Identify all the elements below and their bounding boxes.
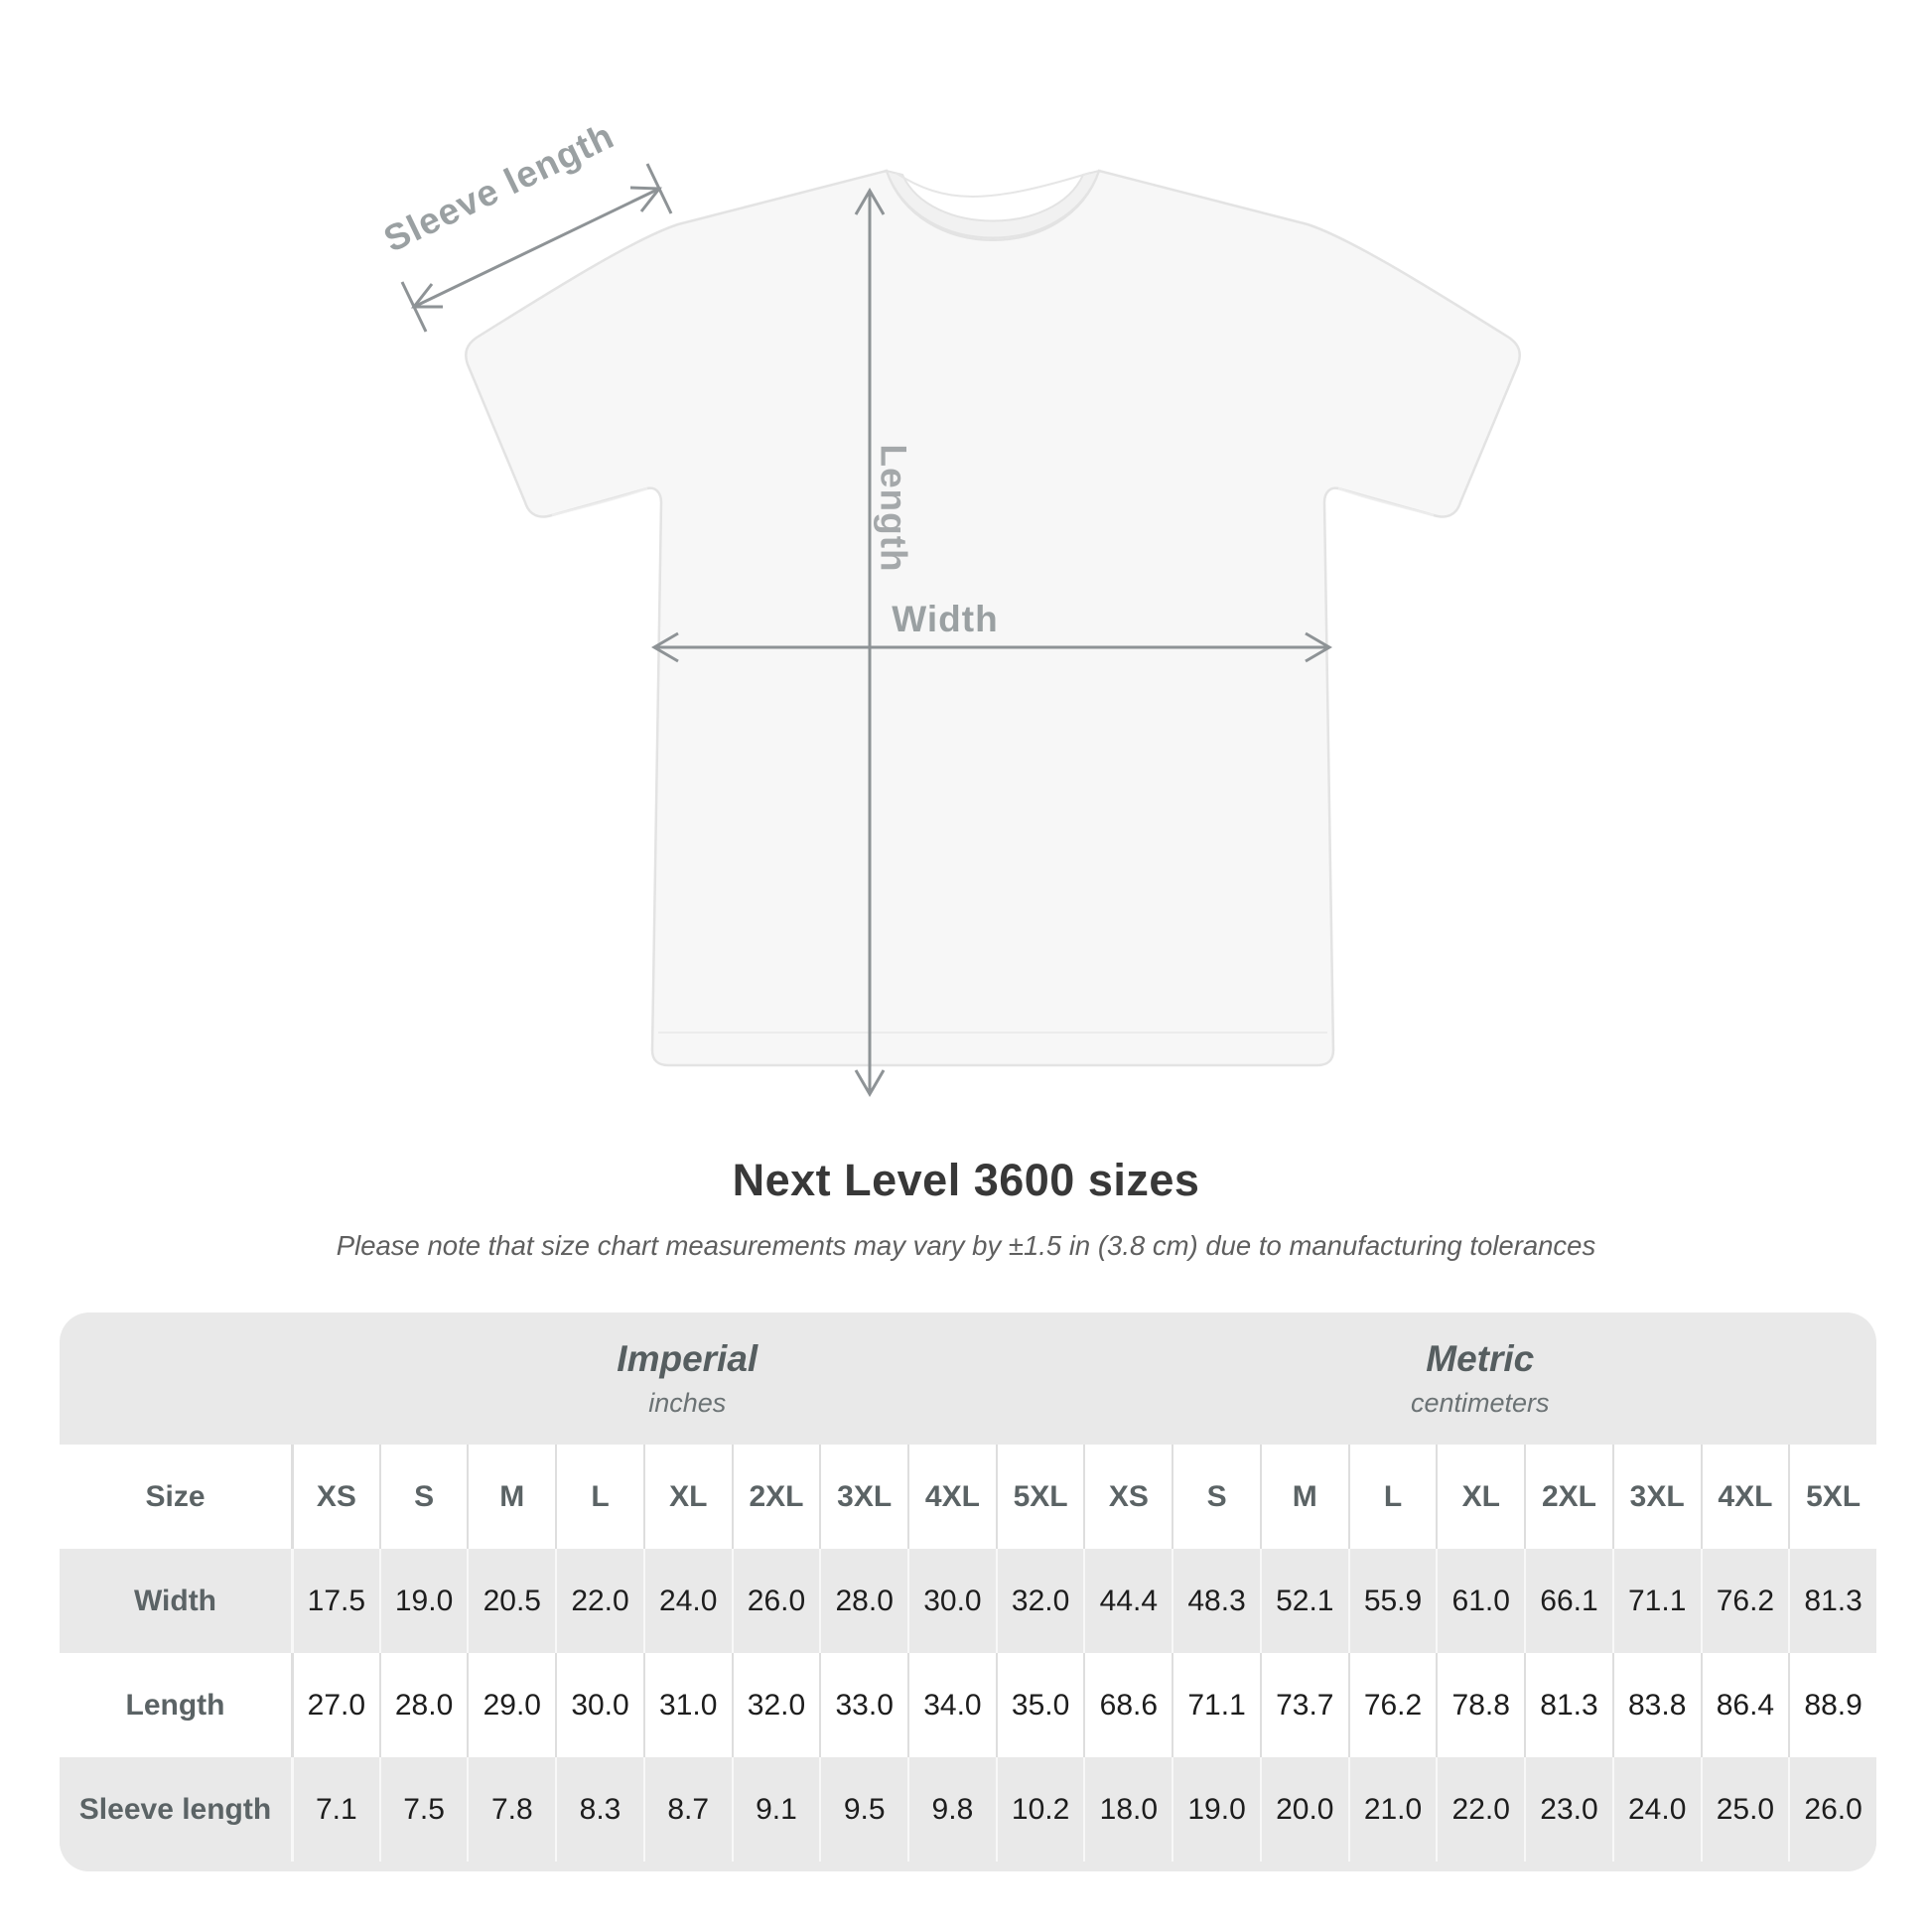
size-header-metric-m: M	[1260, 1445, 1348, 1549]
metric-unit: centimeters	[1410, 1388, 1550, 1418]
length-label: Length	[873, 444, 914, 573]
table-cell-metric: 25.0	[1701, 1757, 1789, 1862]
table-cell-metric: 23.0	[1524, 1757, 1612, 1862]
size-header-imperial-m: M	[467, 1445, 555, 1549]
table-cell-imperial: 35.0	[996, 1653, 1084, 1757]
table-cell-imperial: 9.1	[732, 1757, 820, 1862]
size-chart-table	[60, 1312, 1876, 1871]
table-cell-metric: 61.0	[1436, 1549, 1524, 1653]
imperial-title: Imperial	[617, 1338, 759, 1379]
table-cell-metric: 76.2	[1701, 1549, 1789, 1653]
row-label: Sleeve length	[78, 1792, 272, 1826]
table-cell-metric: 26.0	[1788, 1757, 1876, 1862]
row-label: Width	[133, 1584, 217, 1617]
size-header-imperial-xl: XL	[643, 1445, 732, 1549]
imperial-header	[291, 1312, 1084, 1445]
table-cell-metric: 52.1	[1260, 1549, 1348, 1653]
size-header-imperial-5xl: 5XL	[996, 1445, 1084, 1549]
table-cell-metric: 88.9	[1788, 1653, 1876, 1757]
table-cell-imperial: 28.0	[379, 1653, 468, 1757]
size-header-imperial-4xl: 4XL	[907, 1445, 996, 1549]
table-cell-metric: 71.1	[1172, 1653, 1260, 1757]
table-cell-metric: 19.0	[1172, 1757, 1260, 1862]
size-header-metric-xl: XL	[1436, 1445, 1524, 1549]
table-cell-imperial: 17.5	[291, 1549, 379, 1653]
table-cell-imperial: 28.0	[819, 1549, 907, 1653]
page-title: Next Level 3600 sizes	[732, 1155, 1200, 1205]
metric-header	[1084, 1312, 1877, 1445]
table-cell-imperial: 32.0	[996, 1549, 1084, 1653]
table-cell-metric: 71.1	[1612, 1549, 1701, 1653]
size-header-metric-4xl: 4XL	[1701, 1445, 1789, 1549]
table-cell-imperial: 20.5	[467, 1549, 555, 1653]
table-cell-imperial: 27.0	[291, 1653, 379, 1757]
table-cell-imperial: 34.0	[907, 1653, 996, 1757]
size-header-imperial-l: L	[555, 1445, 643, 1549]
unit-header-row	[60, 1312, 1876, 1445]
table-cell-imperial: 9.8	[907, 1757, 996, 1862]
size-header-metric-s: S	[1172, 1445, 1260, 1549]
tshirt-back-neck-seam	[896, 173, 1090, 197]
table-cell-metric: 78.8	[1436, 1653, 1524, 1757]
size-header-imperial-2xl: 2XL	[732, 1445, 820, 1549]
title-block	[0, 1155, 1932, 1262]
size-header-metric-2xl: 2XL	[1524, 1445, 1612, 1549]
sleeve-length-label: Sleeve length	[377, 114, 621, 260]
table-cell-imperial: 32.0	[732, 1653, 820, 1757]
length-row	[60, 1653, 1876, 1757]
table-cell-metric: 73.7	[1260, 1653, 1348, 1757]
sleeve-length-row	[60, 1757, 1876, 1871]
table-cell-imperial: 7.5	[379, 1757, 468, 1862]
table-cell-imperial: 7.8	[467, 1757, 555, 1862]
size-header-metric-3xl: 3XL	[1612, 1445, 1701, 1549]
table-cell-metric: 83.8	[1612, 1653, 1701, 1757]
table-cell-imperial: 8.3	[555, 1757, 643, 1862]
size-header-row	[60, 1445, 1876, 1549]
table-cell-imperial: 30.0	[555, 1653, 643, 1757]
width-row	[60, 1549, 1876, 1653]
table-cell-metric: 55.9	[1348, 1549, 1437, 1653]
imperial-unit: inches	[648, 1388, 727, 1418]
table-cell-imperial: 7.1	[291, 1757, 379, 1862]
table-cell-metric: 48.3	[1172, 1549, 1260, 1653]
size-header-imperial-s: S	[379, 1445, 468, 1549]
table-cell-imperial: 30.0	[907, 1549, 996, 1653]
table-cell-imperial: 26.0	[732, 1549, 820, 1653]
table-cell-metric: 81.3	[1524, 1653, 1612, 1757]
size-header-imperial-xs: XS	[291, 1445, 379, 1549]
table-cell-imperial: 19.0	[379, 1549, 468, 1653]
size-header-metric-l: L	[1348, 1445, 1437, 1549]
unit-header-spacer	[60, 1312, 291, 1445]
table-cell-metric: 22.0	[1436, 1757, 1524, 1862]
row-label: Length	[125, 1688, 225, 1722]
table-cell-imperial: 29.0	[467, 1653, 555, 1757]
size-column-header: Size	[145, 1479, 206, 1513]
table-cell-metric: 20.0	[1260, 1757, 1348, 1862]
table-cell-metric: 81.3	[1788, 1549, 1876, 1653]
table-cell-metric: 86.4	[1701, 1653, 1789, 1757]
table-cell-metric: 44.4	[1083, 1549, 1172, 1653]
size-header-metric-5xl: 5XL	[1788, 1445, 1876, 1549]
table-cell-imperial: 8.7	[643, 1757, 732, 1862]
table-cell-metric: 76.2	[1348, 1653, 1437, 1757]
table-cell-metric: 21.0	[1348, 1757, 1437, 1862]
table-cell-imperial: 10.2	[996, 1757, 1084, 1862]
table-cell-imperial: 9.5	[819, 1757, 907, 1862]
table-cell-metric: 24.0	[1612, 1757, 1701, 1862]
table-cell-imperial: 22.0	[555, 1549, 643, 1653]
width-label: Width	[892, 599, 999, 639]
table-cell-metric: 18.0	[1083, 1757, 1172, 1862]
table-cell-imperial: 24.0	[643, 1549, 732, 1653]
table-cell-metric: 66.1	[1524, 1549, 1612, 1653]
table-cell-imperial: 31.0	[643, 1653, 732, 1757]
metric-title: Metric	[1426, 1338, 1535, 1379]
table-cell-imperial: 33.0	[819, 1653, 907, 1757]
tolerance-note: Please note that size chart measurements may vary by ±1.5 in (3.8 cm) due to manufacturing tolerances	[336, 1230, 1596, 1261]
size-header-metric-xs: XS	[1083, 1445, 1172, 1549]
size-header-imperial-3xl: 3XL	[819, 1445, 907, 1549]
table-cell-metric: 68.6	[1083, 1653, 1172, 1757]
